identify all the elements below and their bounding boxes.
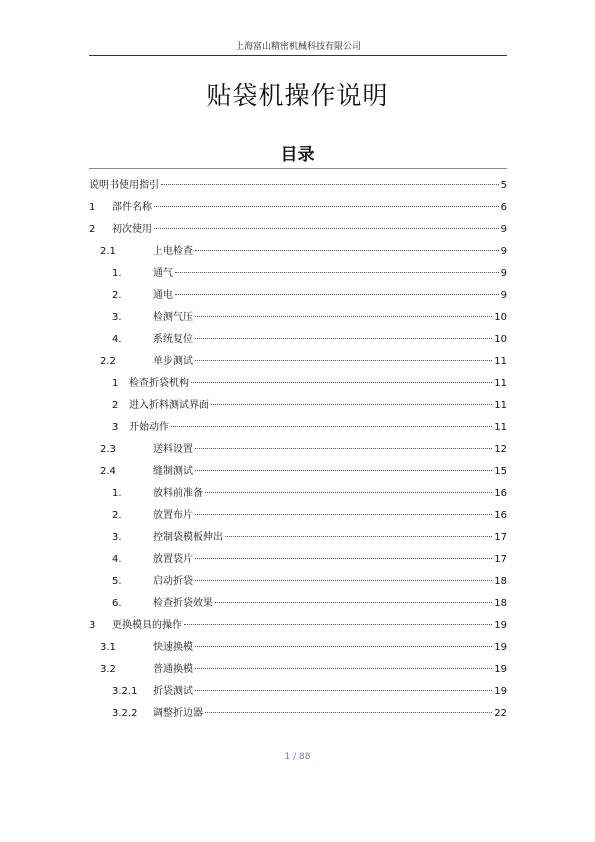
- toc-dot-leader: [154, 228, 499, 229]
- toc-entry-number: 2.1: [100, 246, 116, 257]
- toc-dot-leader: [154, 206, 499, 207]
- toc-entry[interactable]: [100, 661, 507, 679]
- toc-entry-label: 检查折袋效果: [153, 598, 213, 609]
- toc-entry-page: 11: [494, 378, 507, 389]
- toc-entry-number: 3: [89, 620, 96, 631]
- toc-entry-label: 系统复位: [153, 334, 193, 345]
- toc-entry-number: 1.: [112, 488, 122, 499]
- toc-dot-leader: [191, 382, 492, 383]
- toc-entry-number: 1.: [112, 268, 122, 279]
- toc-entry-page: 19: [494, 664, 507, 675]
- toc-entry-page: 12: [494, 444, 507, 455]
- toc-entry-number: 1: [89, 202, 96, 213]
- toc-entry-number: 3.: [112, 532, 122, 543]
- toc-entry[interactable]: [112, 485, 507, 503]
- toc-entry-label: 普通换模: [153, 664, 193, 675]
- toc-entry-number: 4.: [112, 554, 122, 565]
- toc-entry-page: 9: [500, 290, 507, 301]
- toc-dot-leader: [215, 602, 492, 603]
- toc-entry-label: 调整折边器: [153, 708, 203, 719]
- toc-entry-page: 19: [494, 620, 507, 631]
- toc-entry-page: 11: [494, 356, 507, 367]
- toc-entry[interactable]: [100, 463, 507, 481]
- toc-entry-label: 快速换模: [153, 642, 193, 653]
- toc-entry[interactable]: [112, 595, 507, 613]
- toc-entry[interactable]: [112, 551, 507, 569]
- toc-entry-label: 放置袋片: [153, 554, 193, 565]
- toc-entry-page: 10: [494, 312, 507, 323]
- toc-entry[interactable]: [89, 617, 507, 635]
- toc-entry-label: 更换模具的操作: [112, 620, 182, 631]
- page-header: [89, 40, 507, 56]
- toc-entry-page: 22: [494, 708, 507, 719]
- company-name: 上海富山精密机械科技有限公司: [234, 42, 361, 52]
- toc-entry-number: 2.: [112, 510, 122, 521]
- toc-entry-page: 15: [494, 466, 507, 477]
- toc-dot-leader: [205, 712, 492, 713]
- toc-dot-leader: [195, 448, 492, 449]
- toc-entry-number: 2: [89, 224, 96, 235]
- toc-entry-page: 5: [500, 180, 507, 191]
- toc-dot-leader: [195, 514, 492, 515]
- toc-entry[interactable]: [112, 683, 507, 701]
- toc-entry-label: 说明书使用指引: [89, 180, 159, 191]
- toc-entry[interactable]: [112, 287, 507, 305]
- toc-entry[interactable]: [100, 353, 507, 371]
- toc-entry[interactable]: [112, 507, 507, 525]
- toc-entry-label: 缝制测试: [153, 466, 193, 477]
- toc-entry[interactable]: [112, 419, 507, 437]
- toc-entry-number: 3: [112, 422, 119, 433]
- toc-dot-leader: [195, 250, 499, 251]
- toc-entry[interactable]: [112, 705, 507, 723]
- toc-entry[interactable]: [100, 639, 507, 657]
- toc-dot-leader: [205, 492, 492, 493]
- toc-dot-leader: [195, 470, 492, 471]
- toc-entry-number: 3.2: [100, 664, 116, 675]
- toc-dot-leader: [161, 184, 499, 185]
- toc-dot-leader: [195, 646, 492, 647]
- toc-dot-leader: [195, 668, 492, 669]
- toc-entry-page: 9: [500, 224, 507, 235]
- toc-entry-page: 19: [494, 642, 507, 653]
- toc-entry-number: 3.1: [100, 642, 116, 653]
- toc-entry-label: 检测气压: [153, 312, 193, 323]
- toc-entry[interactable]: [112, 309, 507, 327]
- toc-entry[interactable]: [112, 529, 507, 547]
- toc-dot-leader: [175, 294, 499, 295]
- toc-entry-page: 11: [494, 400, 507, 411]
- toc-entry[interactable]: [112, 265, 507, 283]
- page-indicator: 1 / 88: [284, 752, 311, 762]
- toc-dot-leader: [195, 360, 492, 361]
- toc-entry-label: 开始动作: [129, 422, 169, 433]
- toc-entry-number: 4.: [112, 334, 122, 345]
- toc-entry-page: 9: [500, 268, 507, 279]
- toc-entry-number: 2.4: [100, 466, 116, 477]
- toc-entry-number: 3.2.2: [112, 708, 138, 719]
- toc-entry-label: 送料设置: [153, 444, 193, 455]
- toc-entry-label: 放置布片: [153, 510, 193, 521]
- toc-entry-label: 上电检查: [153, 246, 193, 257]
- toc-entry-number: 3.: [112, 312, 122, 323]
- toc-dot-leader: [195, 316, 492, 317]
- toc-entry-label: 控制袋模板伸出: [153, 532, 223, 543]
- toc-dot-leader: [175, 272, 499, 273]
- toc-dot-leader: [195, 558, 492, 559]
- toc-entry[interactable]: [112, 331, 507, 349]
- toc-entry[interactable]: [100, 243, 507, 261]
- toc-dot-leader: [184, 624, 492, 625]
- toc-entry[interactable]: [112, 397, 507, 415]
- toc-entry-number: 2.2: [100, 356, 116, 367]
- toc-entry-page: 11: [494, 422, 507, 433]
- toc-dot-leader: [195, 338, 492, 339]
- toc-entry-label: 单步测试: [153, 356, 193, 367]
- toc-entry[interactable]: [112, 573, 507, 591]
- toc-entry-label: 通电: [153, 290, 173, 301]
- toc-entry-page: 6: [500, 202, 507, 213]
- toc-dot-leader: [195, 690, 492, 691]
- toc-entry-page: 18: [494, 598, 507, 609]
- toc-entry[interactable]: [100, 441, 507, 459]
- toc-entry-page: 16: [494, 510, 507, 521]
- toc-heading: 目录: [280, 145, 315, 165]
- toc-entry-number: 2.3: [100, 444, 116, 455]
- toc-entry[interactable]: [89, 177, 507, 195]
- toc-entry-page: 17: [494, 532, 507, 543]
- toc-entry-label: 检查折袋机构: [129, 378, 189, 389]
- toc-entry-number: 2.: [112, 290, 122, 301]
- toc-entry[interactable]: [89, 199, 507, 217]
- toc-entry-label: 进入折料测试界面: [129, 400, 209, 411]
- toc-entry-number: 1: [112, 378, 119, 389]
- toc-entry-label: 通气: [153, 268, 173, 279]
- toc-entry-label: 部件名称: [112, 202, 152, 213]
- toc-entry-number: 6.: [112, 598, 122, 609]
- toc-divider: [89, 168, 507, 169]
- toc-entry-page: 17: [494, 554, 507, 565]
- toc-entry-page: 18: [494, 576, 507, 587]
- toc-entry[interactable]: [89, 221, 507, 239]
- toc-entry-label: 放料前准备: [153, 488, 203, 499]
- toc-entry-page: 9: [500, 246, 507, 257]
- toc-entry-number: 3.2.1: [112, 686, 138, 697]
- toc-entry-label: 启动折袋: [153, 576, 193, 587]
- toc-entry-label: 初次使用: [112, 224, 152, 235]
- toc-entry-number: 5.: [112, 576, 122, 587]
- toc-entry-page: 10: [494, 334, 507, 345]
- toc-dot-leader: [195, 580, 492, 581]
- toc-entry[interactable]: [112, 375, 507, 393]
- toc-entry-number: 2: [112, 400, 119, 411]
- toc-dot-leader: [225, 536, 492, 537]
- toc-entry-label: 折袋测试: [153, 686, 193, 697]
- toc-entry-page: 19: [494, 686, 507, 697]
- toc-entry-page: 16: [494, 488, 507, 499]
- toc-dot-leader: [171, 426, 492, 427]
- toc-dot-leader: [211, 404, 492, 405]
- document-title: 贴袋机操作说明: [206, 81, 389, 110]
